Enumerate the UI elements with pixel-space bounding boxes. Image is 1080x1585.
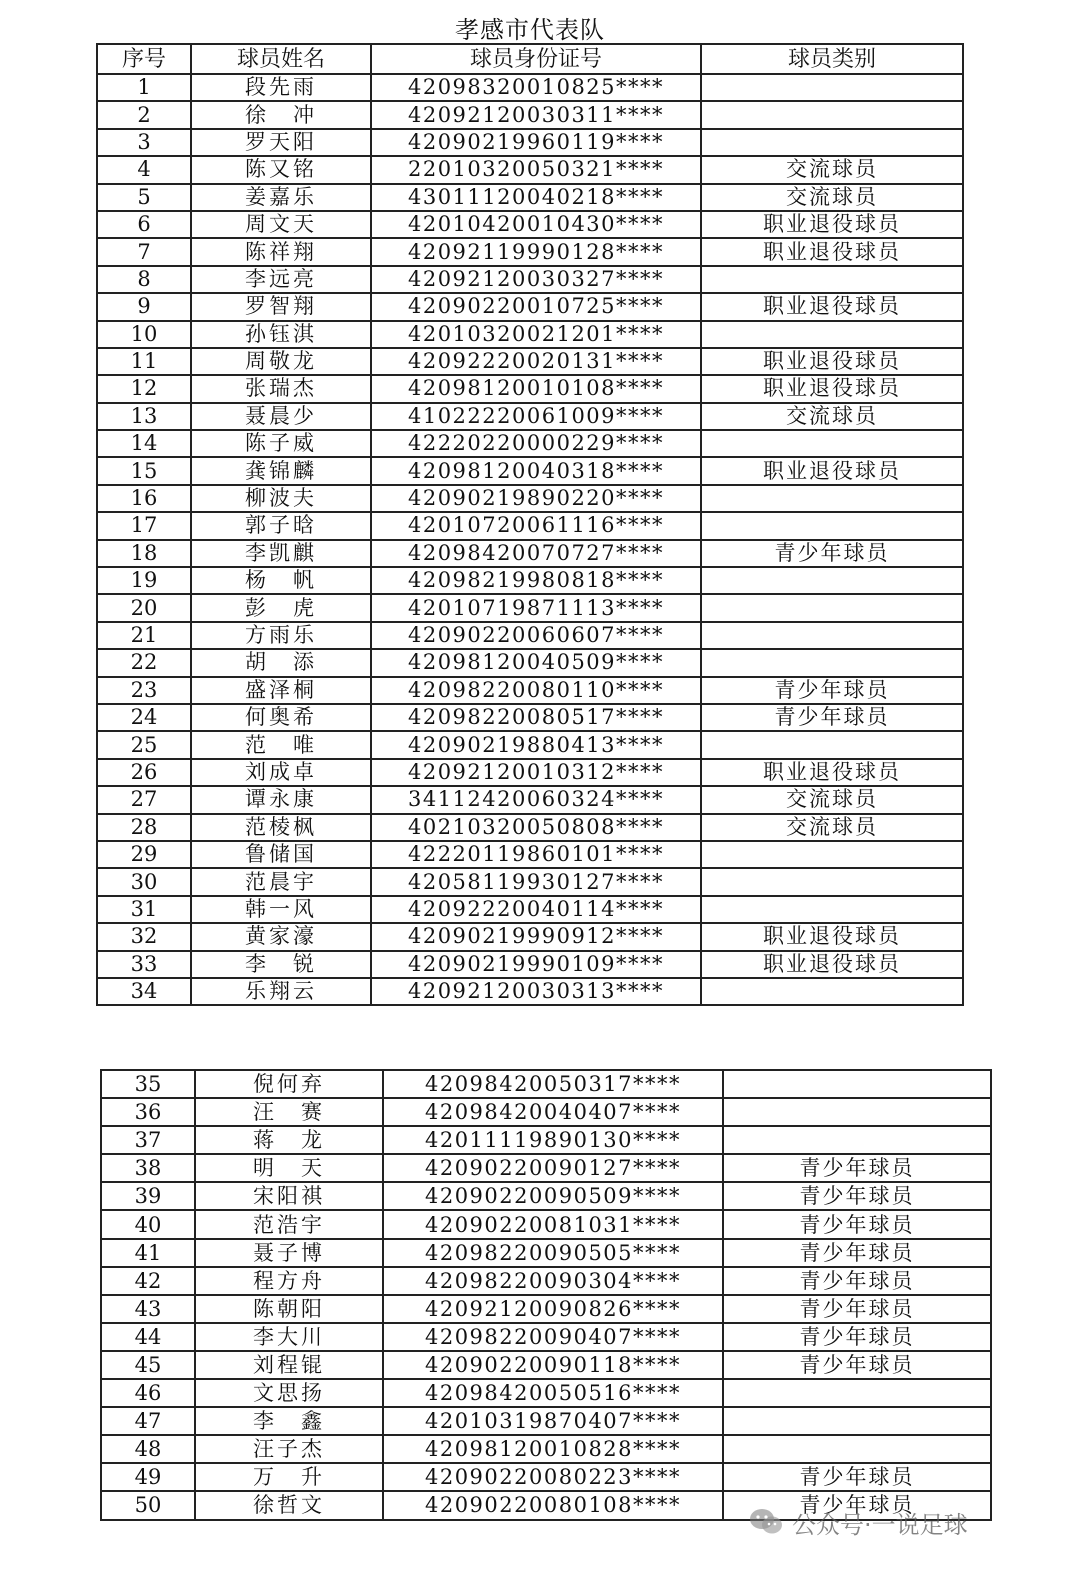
table-row: [101, 1070, 991, 1098]
player-category: [723, 1407, 991, 1435]
row-index: 48: [101, 1435, 195, 1463]
player-name: 龚锦麟: [191, 457, 371, 484]
watermark: [748, 1502, 968, 1542]
row-index: 20: [97, 594, 191, 621]
table-row: [101, 1323, 991, 1351]
player-name: 程方舟: [195, 1267, 383, 1295]
table-row: [97, 74, 963, 101]
row-index: 17: [97, 512, 191, 539]
player-category: 职业退役球员: [701, 951, 963, 978]
player-id-number: 42092120030311****: [371, 101, 701, 128]
player-category: 青少年球员: [723, 1267, 991, 1295]
player-name: 陈子威: [191, 430, 371, 457]
table-row: [97, 485, 963, 512]
row-index: 9: [97, 293, 191, 320]
row-index: 45: [101, 1351, 195, 1379]
player-id-number: 42098420050516****: [383, 1379, 723, 1407]
player-name: 宋阳祺: [195, 1182, 383, 1210]
player-name: 陈祥翔: [191, 238, 371, 265]
row-index: 22: [97, 649, 191, 676]
table-row: [101, 1098, 991, 1126]
player-category: 交流球员: [701, 786, 963, 813]
table-row: [97, 567, 963, 594]
player-id-number: 42098120040318****: [371, 457, 701, 484]
player-id-number: 43011120040218****: [371, 184, 701, 211]
player-name: 聂晨少: [191, 403, 371, 430]
table-row: [101, 1182, 991, 1210]
table-row: [97, 759, 963, 786]
player-id-number: 42090220090127****: [383, 1154, 723, 1182]
player-category: [701, 868, 963, 895]
player-id-number: 34112420060324****: [371, 786, 701, 813]
player-category: [701, 74, 963, 101]
player-id-number: 42098420040407****: [383, 1098, 723, 1126]
player-name: 杨 帆: [191, 567, 371, 594]
row-index: 16: [97, 485, 191, 512]
row-index: 47: [101, 1407, 195, 1435]
player-name: 范晨宇: [191, 868, 371, 895]
player-name: 倪何弃: [195, 1070, 383, 1098]
player-id-number: 42092120030313****: [371, 978, 701, 1005]
player-category: [723, 1379, 991, 1407]
row-index: 12: [97, 375, 191, 402]
row-index: 40: [101, 1210, 195, 1238]
row-index: 21: [97, 622, 191, 649]
table-row: [97, 923, 963, 950]
table-row: [97, 951, 963, 978]
row-index: 34: [97, 978, 191, 1005]
player-category: [701, 622, 963, 649]
table-row: [101, 1267, 991, 1295]
header-category: 球员类别: [701, 44, 963, 74]
player-name: 李大川: [195, 1323, 383, 1351]
player-category: 青少年球员: [723, 1463, 991, 1491]
player-name: 汪 赛: [195, 1098, 383, 1126]
header-name: 球员姓名: [191, 44, 371, 74]
table-row: [97, 677, 963, 704]
table-row: [101, 1463, 991, 1491]
player-name: 徐哲文: [195, 1491, 383, 1519]
player-category: 青少年球员: [723, 1154, 991, 1182]
row-index: 18: [97, 540, 191, 567]
header-index: 序号: [97, 44, 191, 74]
player-name: 柳波夫: [191, 485, 371, 512]
table-row: [101, 1407, 991, 1435]
row-index: 2: [97, 101, 191, 128]
player-name: 明 天: [195, 1154, 383, 1182]
player-id-number: 42010719871113****: [371, 594, 701, 621]
player-id-number: 42090220081031****: [383, 1210, 723, 1238]
player-id-number: 42092119990128****: [371, 238, 701, 265]
player-category: 交流球员: [701, 184, 963, 211]
table-row: [97, 540, 963, 567]
player-id-number: 42098420070727****: [371, 540, 701, 567]
player-id-number: 42098120010828****: [383, 1435, 723, 1463]
player-id-number: 42090220080223****: [383, 1463, 723, 1491]
table-row: [97, 814, 963, 841]
player-id-number: 42098219980818****: [371, 567, 701, 594]
player-id-number: 41022220061009****: [371, 403, 701, 430]
table-row: [97, 622, 963, 649]
player-category: [701, 512, 963, 539]
player-id-number: 42058119930127****: [371, 868, 701, 895]
row-index: 1: [97, 74, 191, 101]
row-index: 3: [97, 129, 191, 156]
player-name: 聂子博: [195, 1239, 383, 1267]
player-id-number: 42092220020131****: [371, 348, 701, 375]
player-name: 刘成卓: [191, 759, 371, 786]
player-id-number: 42090219990109****: [371, 951, 701, 978]
player-category: 青少年球员: [701, 677, 963, 704]
player-name: 鲁储国: [191, 841, 371, 868]
roster-table-part-2: [100, 1069, 992, 1521]
row-index: 14: [97, 430, 191, 457]
table-row: [97, 129, 963, 156]
wechat-icon: [748, 1507, 784, 1537]
player-category: 职业退役球员: [701, 238, 963, 265]
player-category: 职业退役球员: [701, 375, 963, 402]
row-index: 50: [101, 1491, 195, 1519]
player-category: [701, 978, 963, 1005]
player-id-number: 42010320021201****: [371, 321, 701, 348]
player-category: 职业退役球员: [701, 457, 963, 484]
player-name: 周文天: [191, 211, 371, 238]
row-index: 33: [97, 951, 191, 978]
player-category: 交流球员: [701, 403, 963, 430]
player-name: 李远亮: [191, 266, 371, 293]
row-index: 30: [97, 868, 191, 895]
player-name: 李 锐: [191, 951, 371, 978]
row-index: 28: [97, 814, 191, 841]
table-row: [97, 594, 963, 621]
player-category: [701, 594, 963, 621]
player-id-number: 42098120010108****: [371, 375, 701, 402]
player-id-number: 42098120040509****: [371, 649, 701, 676]
player-id-number: 40210320050808****: [371, 814, 701, 841]
player-category: [723, 1126, 991, 1154]
table-row: [97, 512, 963, 539]
player-name: 范浩宇: [195, 1210, 383, 1238]
player-category: 交流球员: [701, 814, 963, 841]
player-category: [701, 321, 963, 348]
player-category: [723, 1435, 991, 1463]
table-row: [97, 156, 963, 183]
row-index: 10: [97, 321, 191, 348]
player-category: [701, 485, 963, 512]
table-row: [97, 430, 963, 457]
table-row: [101, 1239, 991, 1267]
row-index: 4: [97, 156, 191, 183]
row-index: 46: [101, 1379, 195, 1407]
table-row: [97, 293, 963, 320]
row-index: 19: [97, 567, 191, 594]
player-name: 刘程锟: [195, 1351, 383, 1379]
player-name: 文思扬: [195, 1379, 383, 1407]
player-name: 张瑞杰: [191, 375, 371, 402]
player-category: [723, 1070, 991, 1098]
header-id: 球员身份证号: [371, 44, 701, 74]
row-index: 26: [97, 759, 191, 786]
player-name: 郭子晗: [191, 512, 371, 539]
player-name: 周敬龙: [191, 348, 371, 375]
player-category: 青少年球员: [723, 1491, 991, 1519]
player-name: 姜嘉乐: [191, 184, 371, 211]
player-category: [701, 567, 963, 594]
player-category: [701, 430, 963, 457]
row-index: 49: [101, 1463, 195, 1491]
player-name: 方雨乐: [191, 622, 371, 649]
player-id-number: 42220119860101****: [371, 841, 701, 868]
roster-table-part-1: [96, 43, 964, 1006]
player-id-number: 42098220090407****: [383, 1323, 723, 1351]
player-category: 交流球员: [701, 156, 963, 183]
player-id-number: 42092120030327****: [371, 266, 701, 293]
player-category: 职业退役球员: [701, 759, 963, 786]
player-id-number: 42098420050317****: [383, 1070, 723, 1098]
row-index: 29: [97, 841, 191, 868]
row-index: 37: [101, 1126, 195, 1154]
player-name: 李 鑫: [195, 1407, 383, 1435]
player-id-number: 42090220060607****: [371, 622, 701, 649]
table-row: [97, 101, 963, 128]
player-id-number: 42090220090509****: [383, 1182, 723, 1210]
table-row: [97, 731, 963, 758]
player-category: [701, 266, 963, 293]
row-index: 23: [97, 677, 191, 704]
player-category: [701, 101, 963, 128]
player-category: 青少年球员: [723, 1210, 991, 1238]
row-index: 25: [97, 731, 191, 758]
row-index: 31: [97, 896, 191, 923]
player-category: 青少年球员: [723, 1239, 991, 1267]
player-name: 何奥希: [191, 704, 371, 731]
player-category: 职业退役球员: [701, 923, 963, 950]
table-row: [97, 403, 963, 430]
row-index: 15: [97, 457, 191, 484]
row-index: 24: [97, 704, 191, 731]
player-id-number: 42090219880413****: [371, 731, 701, 758]
player-category: [701, 129, 963, 156]
player-category: 青少年球员: [701, 540, 963, 567]
player-id-number: 42010420010430****: [371, 211, 701, 238]
player-category: [701, 731, 963, 758]
player-category: 职业退役球员: [701, 348, 963, 375]
player-id-number: 42220220000229****: [371, 430, 701, 457]
table-row: [97, 238, 963, 265]
row-index: 5: [97, 184, 191, 211]
player-name: 范 唯: [191, 731, 371, 758]
table-row: [101, 1295, 991, 1323]
table-row: [101, 1351, 991, 1379]
player-category: 青少年球员: [723, 1323, 991, 1351]
table-row: [101, 1210, 991, 1238]
player-id-number: 42098220090304****: [383, 1267, 723, 1295]
table-row: [97, 841, 963, 868]
player-id-number: 42090220090118****: [383, 1351, 723, 1379]
player-name: 蒋 龙: [195, 1126, 383, 1154]
player-category: 青少年球员: [723, 1295, 991, 1323]
player-id-number: 42098320010825****: [371, 74, 701, 101]
player-name: 乐翔云: [191, 978, 371, 1005]
table-row: [97, 704, 963, 731]
player-name: 陈又铭: [191, 156, 371, 183]
row-index: 32: [97, 923, 191, 950]
player-name: 汪子杰: [195, 1435, 383, 1463]
row-index: 13: [97, 403, 191, 430]
player-name: 万 升: [195, 1463, 383, 1491]
player-id-number: 42092220040114****: [371, 896, 701, 923]
player-name: 盛泽桐: [191, 677, 371, 704]
player-name: 李凯麒: [191, 540, 371, 567]
row-index: 6: [97, 211, 191, 238]
player-category: 青少年球员: [723, 1351, 991, 1379]
player-name: 范棱枫: [191, 814, 371, 841]
player-name: 胡 添: [191, 649, 371, 676]
table-row: [101, 1126, 991, 1154]
table-row: [97, 184, 963, 211]
row-index: 44: [101, 1323, 195, 1351]
table-row: [97, 868, 963, 895]
player-name: 罗天阳: [191, 129, 371, 156]
table-row: [101, 1435, 991, 1463]
player-category: 青少年球员: [701, 704, 963, 731]
player-category: [701, 896, 963, 923]
table-row: [97, 786, 963, 813]
player-category: 职业退役球员: [701, 211, 963, 238]
player-category: 职业退役球员: [701, 293, 963, 320]
player-name: 徐 冲: [191, 101, 371, 128]
player-id-number: 42090219890220****: [371, 485, 701, 512]
table-row: [97, 375, 963, 402]
table-row: [97, 649, 963, 676]
table-row: [97, 321, 963, 348]
player-id-number: 42098220090505****: [383, 1239, 723, 1267]
table-row: [101, 1379, 991, 1407]
row-index: 8: [97, 266, 191, 293]
player-name: 陈朝阳: [195, 1295, 383, 1323]
player-id-number: 42098220080517****: [371, 704, 701, 731]
player-id-number: 42098220080110****: [371, 677, 701, 704]
player-category: [701, 649, 963, 676]
row-index: 43: [101, 1295, 195, 1323]
player-category: [723, 1098, 991, 1126]
player-name: 孙钰淇: [191, 321, 371, 348]
player-name: 韩一风: [191, 896, 371, 923]
player-name: 谭永康: [191, 786, 371, 813]
row-index: 36: [101, 1098, 195, 1126]
table-row: [101, 1154, 991, 1182]
table-row: [97, 457, 963, 484]
row-index: 41: [101, 1239, 195, 1267]
player-id-number: 42090219960119****: [371, 129, 701, 156]
player-id-number: 42090219990912****: [371, 923, 701, 950]
player-id-number: 42092120090826****: [383, 1295, 723, 1323]
table-row: [97, 896, 963, 923]
player-id-number: 42010319870407****: [383, 1407, 723, 1435]
player-id-number: 42090220010725****: [371, 293, 701, 320]
table-row: [97, 266, 963, 293]
player-name: 段先雨: [191, 74, 371, 101]
player-name: 彭 虎: [191, 594, 371, 621]
player-id-number: 42090220080108****: [383, 1491, 723, 1519]
player-id-number: 42011119890130****: [383, 1126, 723, 1154]
player-id-number: 22010320050321****: [371, 156, 701, 183]
table-header-row: [97, 44, 963, 74]
watermark-text: 公众号·一说足球: [792, 1510, 968, 1539]
document-title: 孝感市代表队: [455, 16, 605, 44]
row-index: 11: [97, 348, 191, 375]
row-index: 42: [101, 1267, 195, 1295]
row-index: 35: [101, 1070, 195, 1098]
row-index: 38: [101, 1154, 195, 1182]
player-name: 罗智翔: [191, 293, 371, 320]
row-index: 27: [97, 786, 191, 813]
player-category: 青少年球员: [723, 1182, 991, 1210]
player-id-number: 42010720061116****: [371, 512, 701, 539]
row-index: 39: [101, 1182, 195, 1210]
player-category: [701, 841, 963, 868]
table-row: [97, 348, 963, 375]
player-name: 黄家濠: [191, 923, 371, 950]
player-id-number: 42092120010312****: [371, 759, 701, 786]
row-index: 7: [97, 238, 191, 265]
table-row: [97, 978, 963, 1005]
table-row: [97, 211, 963, 238]
